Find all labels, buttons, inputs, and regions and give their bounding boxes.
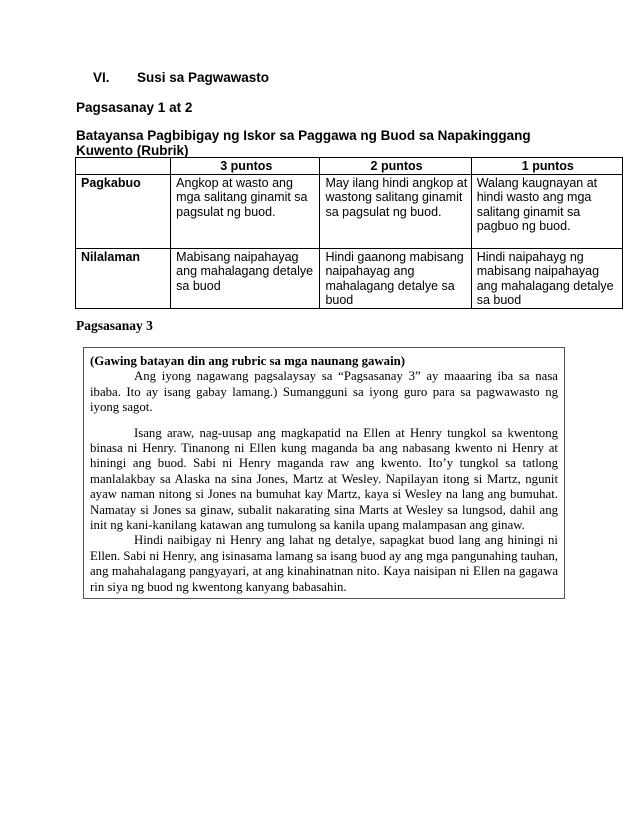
exercise-1-2-title: Pagsasanay 1 at 2 <box>76 100 193 115</box>
section-title: Susi sa Pagwawasto <box>137 70 270 85</box>
rubric-cell: Mabisang naipahayag ang mahalagang detalye sa buod <box>171 248 320 308</box>
box-paragraph-1: Isang araw, nag-uusap ang magkapatid na Ellen at Henry tungkol sa kwentong binasa ni Henry. Tinanong ni Ellen kung maganda ba ang nabasang kwento ni Henry at hiningi ang buod. Sabi ni Henry maganda raw ang kwento. Ito’y tungkol sa tatlong manlalakbay sa Alaska na sina Jones, Martz at Wesley. Napilayan itong si Martz, ngunit ayaw naman nitong si Jones na bumuhat kay Martz, kaya si Wesley na lang ang bumuhat. Namatay si Jones sa ginaw, subalit nakarating sina Marts at Wesley sa lungsod, dahil ang init ng kani-kanilang katawan ang tumulong sa kanila upang malampasan ang ginaw. <box>90 425 558 533</box>
rubric-header-blank <box>76 158 171 175</box>
exercise-3-title: Pagsasanay 3 <box>76 318 153 333</box>
rubric-cell: May ilang hindi angkop at wastong salitang ginamit sa pagsulat ng buod. <box>320 174 471 248</box>
answer-key-box <box>83 347 565 599</box>
rubric-row-label: Pagkabuo <box>76 174 171 248</box>
section-number: VI. <box>93 70 110 85</box>
section-heading <box>93 70 269 85</box>
box-intro: Ang iyong nagawang pagsalaysay sa “Pagsasanay 3” ay maaaring iba sa nasa ibaba. Ito ay isang gabay lamang.) Sumangguni sa iyong guro para sa pagwawasto ng iyong sagot. <box>90 369 558 415</box>
rubric-cell: Hindi naipahayg ng mabisang naipahayag ang mahalagang detalye sa buod <box>471 248 622 308</box>
rubric-table <box>75 157 623 309</box>
rubric-header-3-points: 3 puntos <box>171 158 320 175</box>
rubric-cell: Walang kaugnayan at hindi wasto ang mga salitang ginamit sa pagbuo ng buod. <box>471 174 622 248</box>
rubric-cell: Angkop at wasto ang mga salitang ginamit sa pagsulat ng buod. <box>171 174 320 248</box>
box-paragraph-2: Hindi naibigay ni Henry ang lahat ng detalye, sapagkat buod lang ang hiningi ni Ellen. Sabi ni Henry, ang isinasama lamang sa isang buod ay ang mga pangunahing tauhan, ang mahahalagang pangyayari, at ang kinahinatnan nito. Kaya naisipan ni Ellen na gagawa rin siya ng buod ng kwentong kanyang babasahin. <box>90 533 558 594</box>
rubric-header-row <box>76 158 623 175</box>
rubric-row-label: Nilalaman <box>76 248 171 308</box>
rubric-header-2-points: 2 puntos <box>320 158 471 175</box>
box-lead: (Gawing batayan din ang rubric sa mga naunang gawain) <box>90 354 406 368</box>
rubric-row-nilalaman <box>76 248 623 308</box>
rubric-cell: Hindi gaanong mabisang naipahayag ang mahalagang detalye sa buod <box>320 248 471 308</box>
rubric-caption: Batayansa Pagbibigay ng Iskor sa Paggawa ng Buod sa Napakinggang Kuwento (Rubrik) <box>76 128 531 158</box>
rubric-row-pagkabuo <box>76 174 623 248</box>
rubric-header-1-point: 1 puntos <box>471 158 622 175</box>
